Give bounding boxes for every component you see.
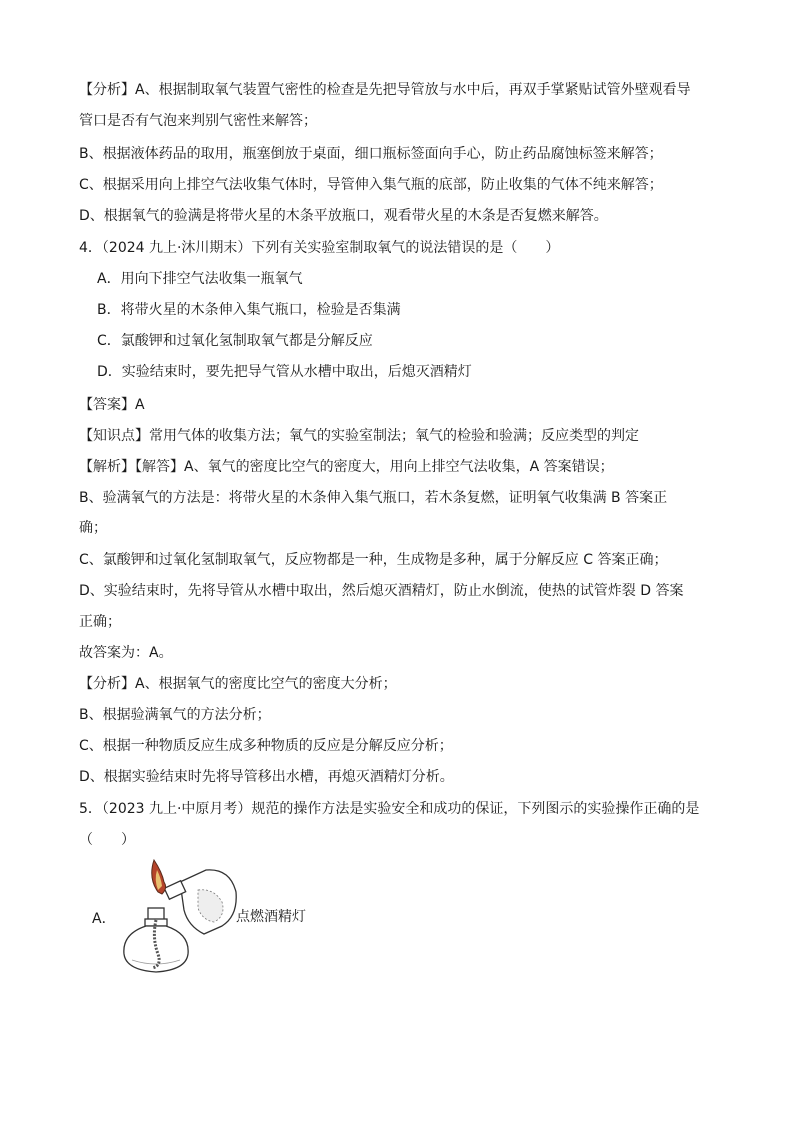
question-5-stem: 5．（2023 九上·中原月考）规范的操作方法是实验安全和成功的保证，下列图示的实验操作正确的是 xyxy=(79,801,700,817)
analysis2-line-1: 【分析】A、根据氧气的密度比空气的密度大分析； xyxy=(79,676,397,692)
question-4-option-a: A．用向下排空气法收集一瓶氧气 xyxy=(97,271,303,287)
analysis-line-3: B、根据液体药品的取用，瓶塞倒放于桌面，细口瓶标签面向手心，防止药品腐蚀标签来解答； xyxy=(79,146,663,162)
question-5-option-a-caption: 点燃酒精灯 xyxy=(236,909,306,925)
solution-line-5: D、实验结束时，先将导管从水槽中取出，然后熄灭酒精灯，防止水倒流，使热的试管炸裂 D 答案 xyxy=(79,583,684,599)
question-4-option-d: D．实验结束时，要先把导气管从水槽中取出，后熄灭酒精灯 xyxy=(97,364,472,380)
analysis-line-5: D、根据氧气的验满是将带火星的木条平放瓶口，观看带火星的木条是否复燃来解答。 xyxy=(79,208,608,224)
final-answer-line: 故答案为：A。 xyxy=(79,645,173,661)
solution-line-4: C、氯酸钾和过氧化氢制取氧气，反应物都是一种，生成物是多种，属于分解反应 C 答案正确； xyxy=(79,552,668,568)
question-5-stem-cont: （ ） xyxy=(79,832,135,848)
analysis2-line-4: D、根据实验结束时先将导管移出水槽，再熄灭酒精灯分析。 xyxy=(79,769,454,785)
question-5-option-a-letter: A． xyxy=(92,911,116,927)
solution-line-2: B、验满氧气的方法是：将带火星的木条伸入集气瓶口，若木条复燃，证明氧气收集满 B 答案正 xyxy=(79,490,668,506)
solution-line-6: 正确； xyxy=(79,614,121,630)
solution-line-3: 确； xyxy=(79,520,107,536)
analysis-line-2: 管口是否有气泡来判别气密性来解答； xyxy=(79,113,317,129)
answer-line: 【答案】A xyxy=(79,397,145,413)
analysis-line-1: 【分析】A、根据制取氧气装置气密性的检查是先把导管放与水中后，再双手掌紧贴试管外壁观看导 xyxy=(79,82,691,98)
alcohol-lamp-lighting-icon xyxy=(118,858,238,976)
analysis2-line-2: B、根据验满氧气的方法分析； xyxy=(79,707,271,723)
question-4-stem: 4．（2024 九上·沐川期末）下列有关实验室制取氧气的说法错误的是（ ） xyxy=(79,240,560,256)
knowledge-points-line: 【知识点】常用气体的收集方法；氧气的实验室制法；氧气的检验和验满；反应类型的判定 xyxy=(79,428,639,444)
question-4-option-b: B．将带火星的木条伸入集气瓶口，检验是否集满 xyxy=(97,302,401,318)
solution-line-1: 【解析】【解答】A、氧气的密度比空气的密度大，用向上排空气法收集，A 答案错误； xyxy=(79,459,614,475)
question-4-option-c: C．氯酸钾和过氧化氢制取氧气都是分解反应 xyxy=(97,333,373,349)
analysis-line-4: C、根据采用向上排空气法收集气体时，导管伸入集气瓶的底部，防止收集的气体不纯来解答； xyxy=(79,177,663,193)
analysis2-line-3: C、根据一种物质反应生成多种物质的反应是分解反应分析； xyxy=(79,738,453,754)
